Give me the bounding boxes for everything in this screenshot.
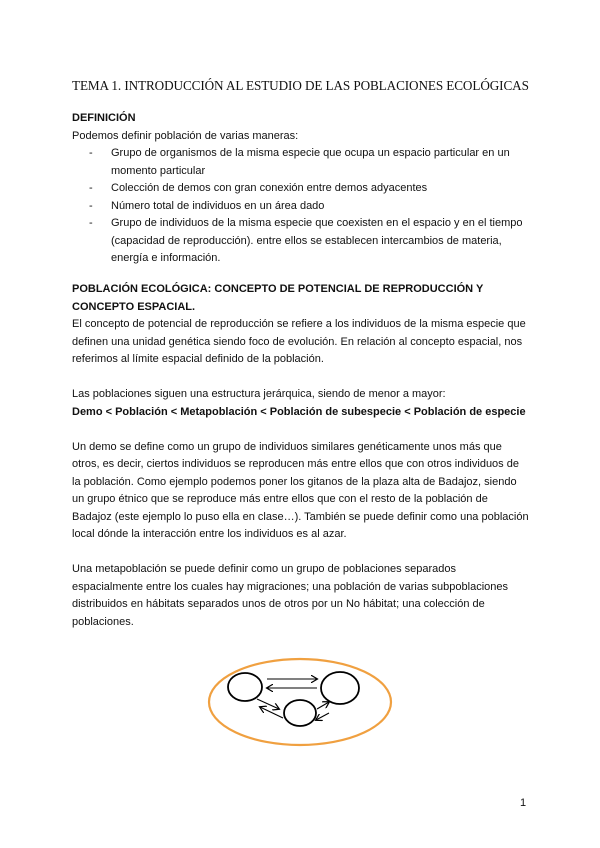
- subpopulation-right: [321, 672, 359, 704]
- poblacion-heading: POBLACIÓN ECOLÓGICA: CONCEPTO DE POTENCIAL DE REPRODUCCIÓN Y CONCEPTO ESPACIAL.: [72, 283, 484, 313]
- definicion-list: [72, 145, 530, 268]
- poblacion-section: [72, 281, 530, 631]
- migration-arrow: [317, 702, 329, 709]
- definicion-heading: DEFINICIÓN: [72, 112, 136, 124]
- migration-arrow: [316, 713, 329, 720]
- metapoblacion-paragraph: Una metapoblación se puede definir como un grupo de poblaciones separados espacialmente entre los cuales hay migraciones; una población de varias subpoblaciones distribuidos en hábitats separados unos de otros por un No hábitat; una colección de poblaciones.: [72, 563, 508, 628]
- migration-arrow: [260, 707, 283, 718]
- habitat-outline: [209, 659, 391, 745]
- subpopulation-bottom: [284, 700, 316, 726]
- list-item: - Grupo de organismos de la misma especie que ocupa un espacio particular en un momento particular: [72, 145, 530, 180]
- demo-paragraph: Un demo se define como un grupo de individuos similares genéticamente unos más que otros, es decir, ciertos individuos se reproducen más entre ellos que con otros individuos de la población. Como ejemplo podemos poner los gitanos de la plaza alta de Badajoz, siendo un grupo étnico que se reproduce más entre ellos que con el resto de la población de Badajoz (este ejemplo lo puso ella en clase…). También se puede definir como una población local dónde la interacción entre los individuos es al azar.: [72, 440, 529, 540]
- list-item: - Colección de demos con gran conexión entre demos adyacentes: [72, 180, 530, 198]
- page-title: TEMA 1. INTRODUCCIÓN AL ESTUDIO DE LAS POBLACIONES ECOLÓGICAS: [72, 78, 529, 93]
- definicion-section: [72, 110, 530, 268]
- hierarchy-line: Demo < Población < Metapoblación < Población de subespecie < Población de especie: [72, 405, 526, 418]
- list-item: - Grupo de individuos de la misma especie que coexisten en el espacio y en el tiempo (capacidad de reproducción). entre ellos se establecen intercambios de materia, energía e información.: [72, 215, 530, 268]
- page-number: 1: [520, 797, 527, 809]
- list-item: - Número total de individuos en un área dado: [72, 198, 530, 216]
- subpopulation-left: [228, 673, 262, 701]
- definicion-intro: Podemos definir población de varias maneras:: [72, 129, 299, 142]
- poblacion-paragraph-2: Las poblaciones siguen una estructura jerárquica, siendo de menor a mayor:: [72, 388, 446, 400]
- metapopulation-diagram: [205, 655, 395, 750]
- poblacion-paragraph-1: El concepto de potencial de reproducción se refiere a los individuos de la misma especie que definen una unidad genética siendo foco de evolución. En relación al concepto espacial, nos referimos al límite espacial definido de la población.: [72, 318, 526, 365]
